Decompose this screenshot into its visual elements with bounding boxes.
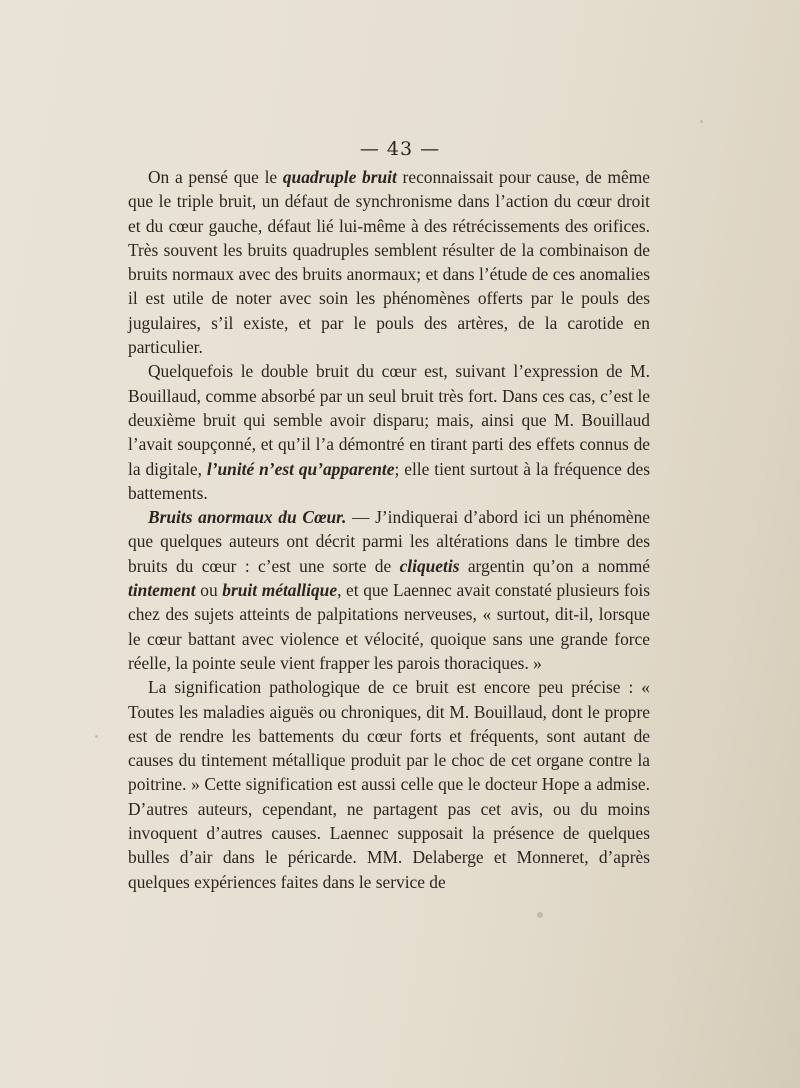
text-segment: ou: [195, 580, 223, 601]
text-segment: — J’indiquerai d’abord ici un phénomène que quelques auteurs ont décrit parmi les altérations dans le timbre des bruits du cœur : c’est une sorte de: [128, 507, 650, 576]
paragraph: [128, 675, 650, 894]
paragraph: [128, 359, 650, 505]
text-segment: On a pensé que le: [148, 167, 283, 187]
paragraph: [128, 505, 650, 675]
text-segment: argentin qu’on a nommé: [459, 555, 650, 576]
text-segment: , et que Laennec avait constaté plusieurs fois chez des sujets atteints de palpitations nerveuses, « surtout, dit-il, lorsque le cœur battant avec violence et vélocité, quoique sans une grande force réelle, la pointe seule vient frapper les parois thoraciques. »: [128, 580, 650, 673]
section-heading: Bruits anormaux du Cœur.: [148, 507, 347, 528]
paper-speck: [95, 735, 98, 738]
paper-speck: [700, 120, 703, 123]
paper-speck: [537, 912, 543, 918]
italic-term: l’unité n’est qu’apparente: [206, 458, 395, 479]
page-number: — 43 —: [359, 138, 441, 160]
italic-term: bruit métallique: [222, 580, 338, 601]
text-segment: reconnaissait pour cause, de même que le triple bruit, un défaut de synchronisme dans l’action du cœur droit et du cœur gauche, défaut lié lui-même à des rétrécissements des orifices. Très souvent les bruits quadruples semblent résulter de la combinaison de bruits normaux avec des bruits anormaux; et dans l’étude de ces anomalies il est utile de noter avec soin les phénomènes offerts par le pouls des jugulaires, s’il existe, et par le pouls des artères, de la carotide en particulier.: [128, 167, 650, 358]
italic-term: cliquetis: [399, 555, 460, 576]
italic-term: tintement: [128, 580, 196, 601]
paragraph: [128, 165, 650, 359]
italic-term: quadruple bruit: [282, 167, 397, 187]
text-segment: ; elle tient surtout à la fréquence des battements.: [128, 458, 650, 503]
body-text: [128, 165, 650, 894]
text-segment: Quelquefois le double bruit du cœur est, suivant l’expression de M. Bouillaud, comme absorbé par un seul bruit très fort. Dans ces cas, c’est le deuxième bruit qui semble avoir disparu; mais, ainsi que M. Bouillaud l’avait soupçonné, et qu’il l’a démontré en tirant parti des effets connus de la digitale,: [128, 361, 650, 479]
text-segment: La signification pathologique de ce bruit est encore peu précise : « Toutes les maladies aiguës ou chroniques, dit M. Bouillaud, dont le propre est de rendre les battements du cœur forts et fréquents, sont autant de causes du tintement métallique produit par le choc de cet organe contre la poitrine. » Cette signification est aussi celle que le docteur Hope a admise. D’autres auteurs, cependant, ne partagent pas cet avis, ou du moins invoquent d’autres causes. Laennec supposait la présence de quelques bulles d’air dans le péricarde. MM. Delaberge et Monneret, d’après quelques expériences faites dans le service de: [128, 677, 650, 892]
